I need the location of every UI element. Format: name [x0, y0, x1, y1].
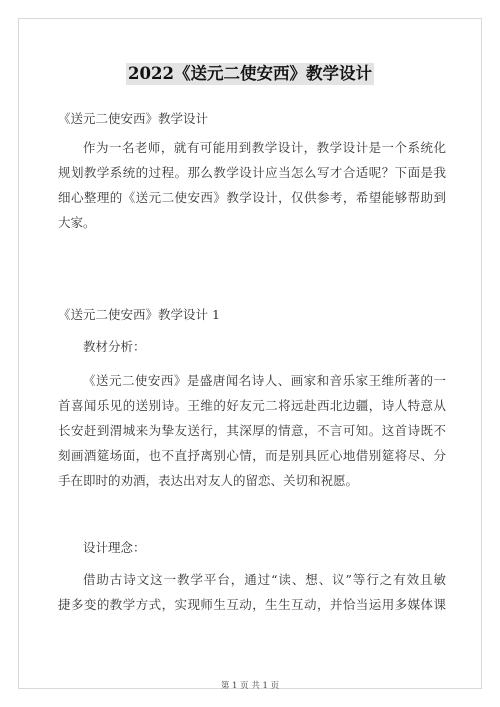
section-heading: 《送元二使安西》教学设计 1 — [58, 307, 220, 322]
concept-line: 借助古诗文这一教学平台，通过“读、想、议”等行之有效且敏 — [83, 572, 446, 587]
analysis-heading: 教材分析： — [83, 339, 146, 354]
analysis-line: 长安赶到渭城来为挚友送行，其深厚的情意，不言可知。这首诗既不 — [58, 423, 446, 438]
concept-line: 捷多变的教学方式，实现师生互动，生生互动，并恰当运用多媒体课 — [58, 597, 446, 612]
intro-paragraph — [58, 135, 446, 235]
document-title: 2022《送元二使安西》教学设计 — [128, 64, 372, 83]
page-footer: 第 1 页 共 1 页 — [220, 681, 280, 691]
intro-line: 作为一名老师，就有可能用到教学设计，教学设计是一个系统化 — [83, 140, 446, 155]
analysis-line: 手在即时的劝酒，表达出对友人的留恋、关切和祝愿。 — [58, 473, 359, 488]
intro-line: 规划教学系统的过程。那么教学设计应当怎么写才合适呢？下面是我 — [58, 165, 446, 180]
document-subtitle: 《送元二使安西》教学设计 — [58, 111, 209, 126]
analysis-line: 《送元二使安西》是盛唐闻名诗人、画家和音乐家王维所著的一 — [83, 373, 446, 388]
concept-paragraph — [58, 567, 446, 617]
intro-line: 大家。 — [58, 215, 96, 230]
concept-heading: 设计理念： — [83, 540, 146, 555]
analysis-line: 首喜闻乐见的送别诗。王维的好友元二将远赴西北边疆，诗人特意从 — [58, 398, 446, 413]
analysis-line: 刻画酒筵场面，也不直抒离别心情，而是别具匠心地借别筵将尽、分 — [58, 448, 446, 463]
analysis-paragraph — [58, 368, 446, 493]
intro-line: 细心整理的《送元二使安西》教学设计，仅供参考，希望能够帮助到 — [58, 190, 446, 205]
title-container — [0, 63, 500, 85]
